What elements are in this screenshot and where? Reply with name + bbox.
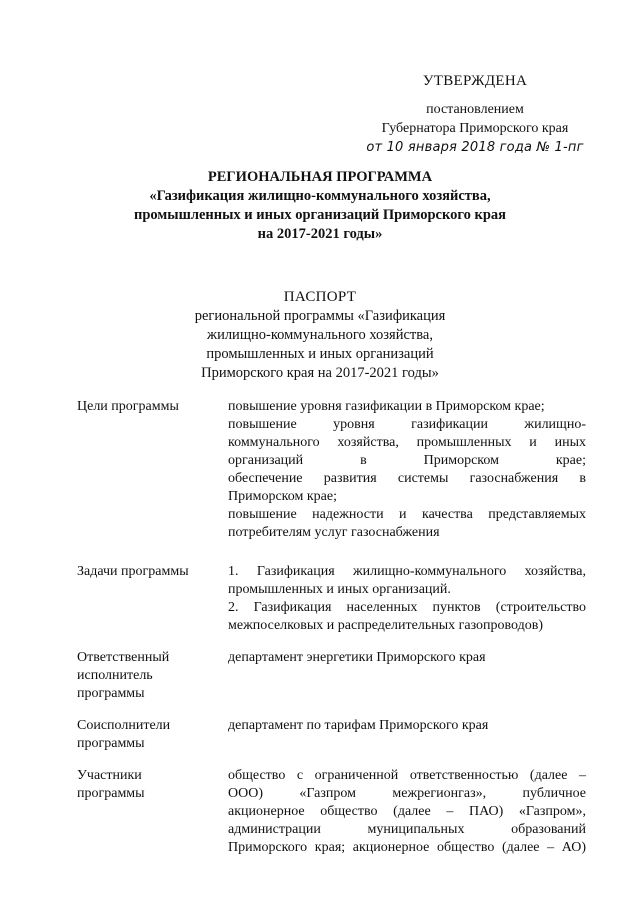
passport-subtitle-line: Приморского края на 2017-2021 годы» bbox=[201, 365, 439, 381]
row-value-line: Приморском крае; bbox=[228, 489, 337, 504]
row-label bbox=[77, 563, 228, 635]
passport-title: ПАСПОРТ bbox=[283, 289, 357, 305]
row-label-line: Задачи программы bbox=[77, 564, 189, 579]
row-value-line: 2. Газификация населенных пунктов (строительство bbox=[228, 600, 586, 615]
row-label bbox=[77, 649, 228, 703]
program-title-line: «Газификация жилищно-коммунального хозяйства, bbox=[149, 188, 491, 204]
row-label bbox=[77, 767, 228, 857]
table-row-responsible bbox=[77, 649, 587, 703]
program-title-line: РЕГИОНАЛЬНАЯ ПРОГРАММА bbox=[207, 169, 433, 185]
approval-date-number: от 10 января 2018 года № 1-пг bbox=[366, 140, 584, 155]
row-value-line: администрации муниципальных образований bbox=[228, 822, 586, 837]
row-label-line: Ответственный bbox=[77, 650, 170, 665]
table-row-tasks bbox=[77, 563, 587, 635]
approval-title: УТВЕРЖДЕНА bbox=[422, 73, 528, 89]
row-value bbox=[228, 563, 586, 635]
program-title bbox=[60, 168, 580, 244]
row-value-line: повышение надежности и качества представляемых bbox=[228, 507, 586, 522]
row-label bbox=[77, 717, 228, 753]
row-label-line: программы bbox=[77, 786, 145, 801]
row-value-line: ООО) «Газпром межрегионгаз», публичное bbox=[228, 786, 586, 801]
row-value-line: обеспечение развития системы газоснабжения в bbox=[228, 471, 586, 486]
row-label-line: Цели программы bbox=[77, 399, 179, 414]
table-row-participants bbox=[77, 767, 587, 857]
passport-subtitle-line: региональной программы «Газификация bbox=[194, 308, 446, 324]
row-label-line: исполнитель bbox=[77, 668, 153, 683]
approval-governor: Губернатора Приморского края bbox=[381, 121, 569, 136]
passport-subtitle-line: промышленных и иных организаций bbox=[206, 346, 434, 362]
row-value-line: департамент энергетики Приморского края bbox=[228, 650, 486, 665]
row-value-line: промышленных и иных организаций. bbox=[228, 582, 451, 597]
row-value-line: повышение уровня газификации жилищно- bbox=[228, 417, 586, 432]
row-value-line: общество с ограниченной ответственностью (далее – bbox=[228, 768, 586, 783]
row-value-line: повышение уровня газификации в Приморском крае; bbox=[228, 399, 545, 414]
row-label-line: программы bbox=[77, 736, 145, 751]
row-value-line: 1. Газификация жилищно-коммунального хозяйства, bbox=[228, 564, 586, 579]
row-value-line: департамент по тарифам Приморского края bbox=[228, 718, 489, 733]
program-title-line: на 2017-2021 годы» bbox=[257, 226, 383, 242]
passport-subtitle-line: жилищно-коммунального хозяйства, bbox=[207, 327, 433, 343]
passport-table bbox=[77, 398, 587, 857]
row-value-line: организаций в Приморском крае; bbox=[228, 453, 586, 468]
row-value-line: коммунального хозяйства, промышленных и иных bbox=[228, 435, 586, 450]
row-value-line: акционерное общество (далее – ПАО) «Газпром», bbox=[228, 804, 586, 819]
row-value-line: Приморского края; акционерное общество (далее – АО) bbox=[228, 840, 586, 855]
row-value-line: межпоселковых и распределительных газопроводов) bbox=[228, 618, 544, 633]
row-label bbox=[77, 398, 228, 542]
approval-stamp bbox=[360, 72, 590, 157]
row-value bbox=[228, 649, 586, 703]
passport-heading bbox=[60, 288, 580, 383]
row-label-line: Соисполнители bbox=[77, 718, 171, 733]
table-row-coexecutors bbox=[77, 717, 587, 753]
row-label-line: программы bbox=[77, 686, 145, 701]
row-value bbox=[228, 767, 586, 857]
row-label-line: Участники bbox=[77, 768, 142, 783]
row-value bbox=[228, 398, 586, 542]
row-value bbox=[228, 717, 586, 753]
table-row-goals bbox=[77, 398, 587, 542]
program-title-line: промышленных и иных организаций Приморского края bbox=[134, 207, 506, 223]
approval-resolution: постановлением bbox=[426, 102, 524, 117]
row-value-line: потребителям услуг газоснабжения bbox=[228, 525, 440, 540]
